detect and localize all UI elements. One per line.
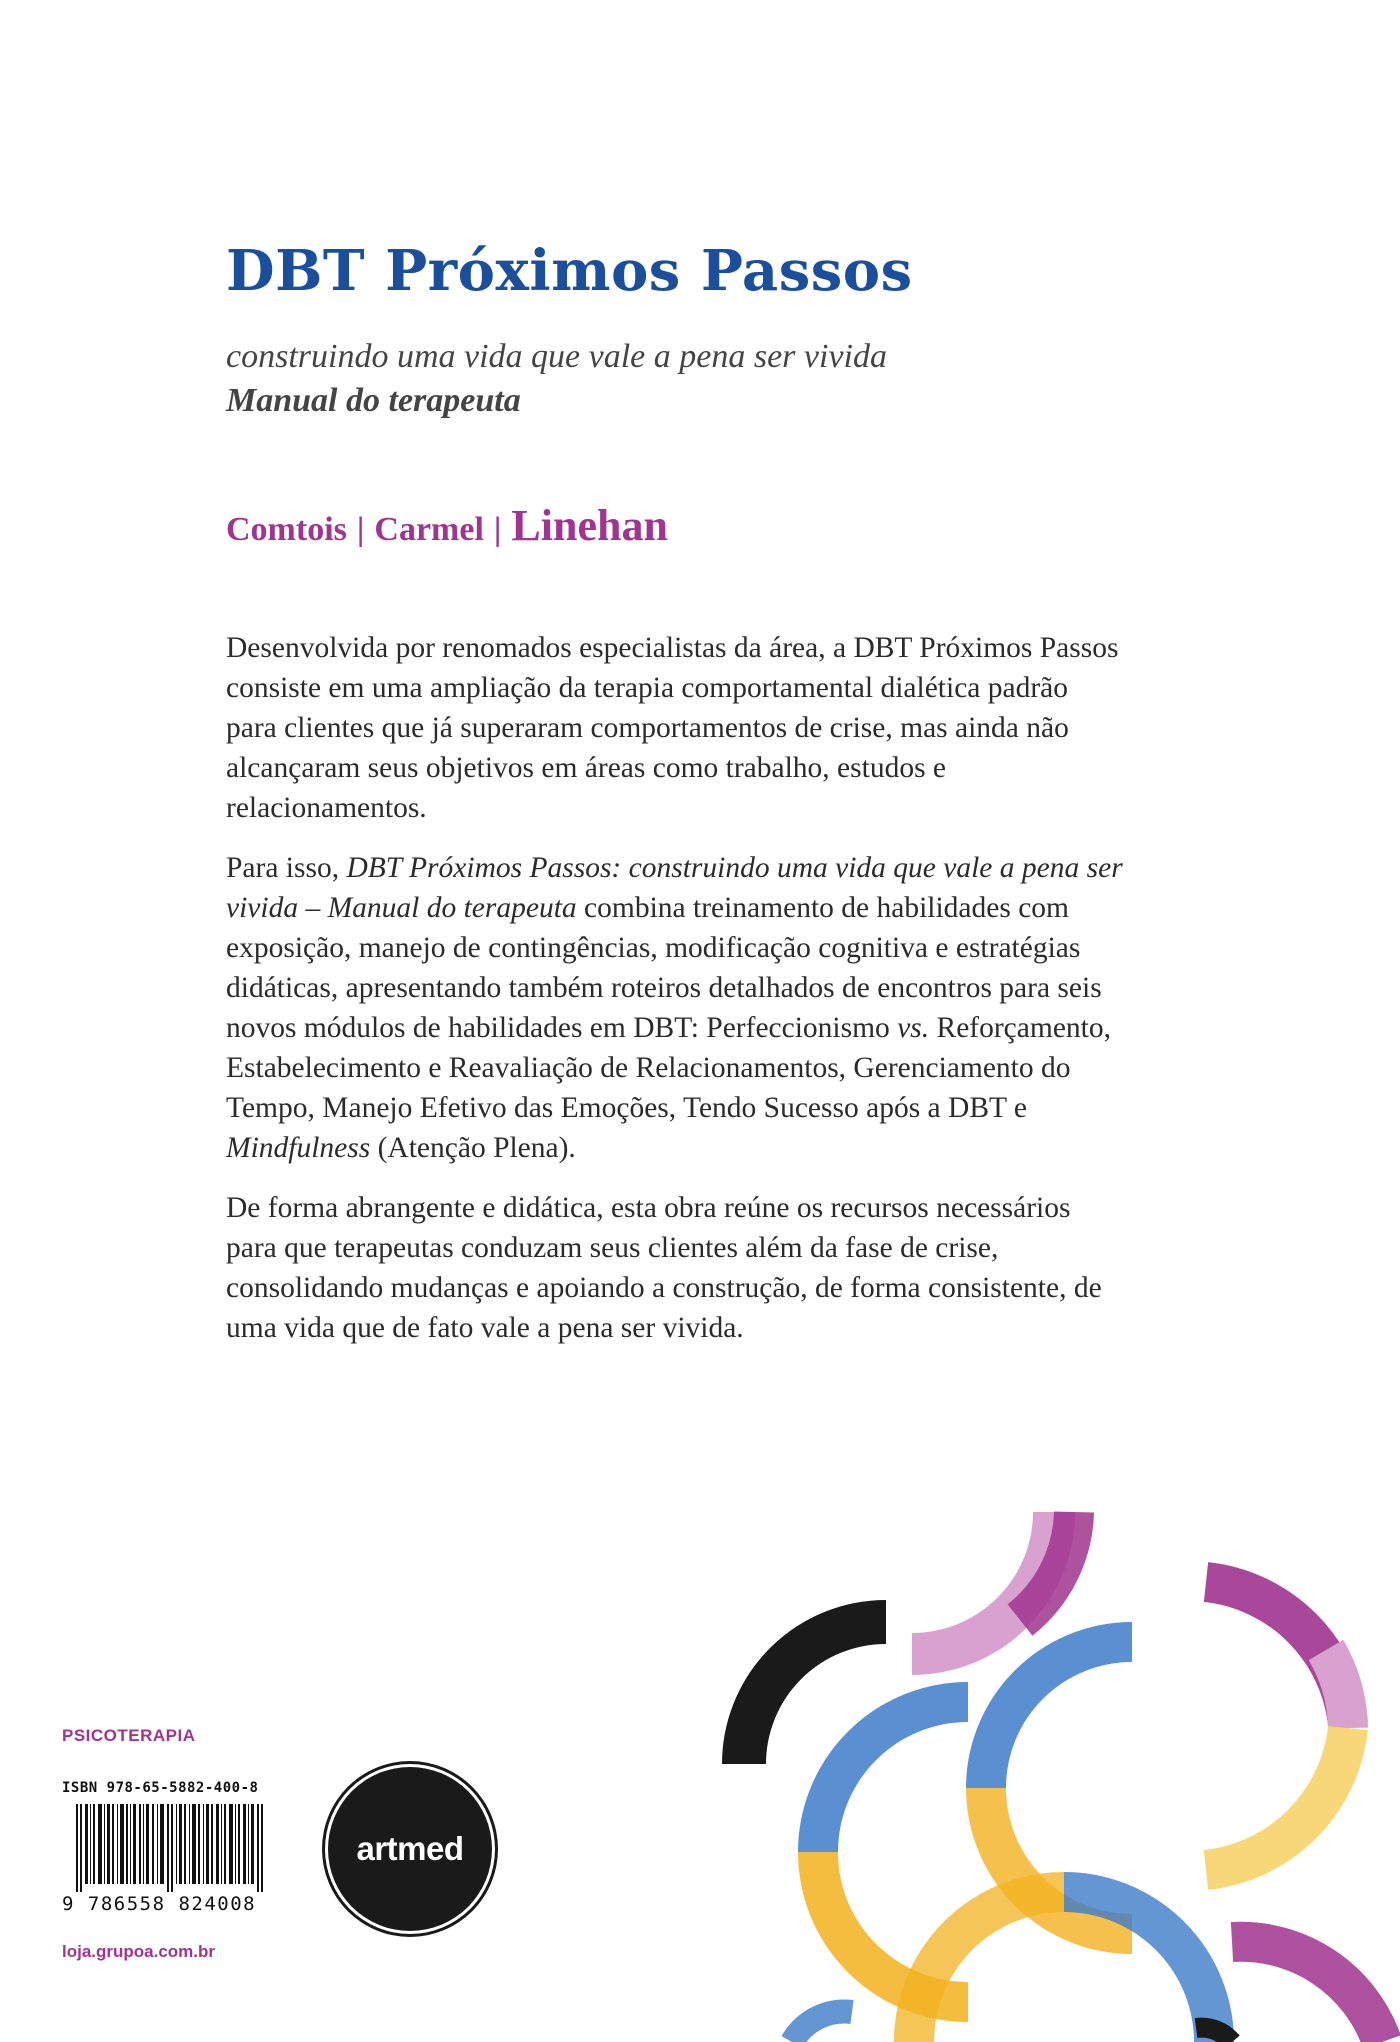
p2-middle: combina treinamento de habilidades com exposição, manejo de contingências, modificação cognitiva e estratégias didáticas, apresentando também roteiros detalhados de encontros para seis novos módulos de habilidades em DBT: Perfeccionismo	[226, 892, 1102, 1044]
barcode-digits: 9 786558 824008	[62, 1893, 257, 1915]
p2-end: (Atenção Plena).	[370, 1132, 576, 1164]
p2-after-vs: Reforçamento, Estabelecimento e Reavaliação de Relacionamentos, Gerenciamento do Tempo, Manejo Efetivo das Emoções, Tendo Sucesso após a DBT e	[226, 1012, 1111, 1124]
arc-blue-center	[986, 1642, 1132, 1788]
arc-blue-left	[818, 1702, 968, 1852]
barcode-icon	[62, 1804, 280, 1892]
arc-purple-right-light	[1326, 1650, 1348, 1728]
p2-vs: vs.	[897, 1012, 930, 1044]
author-linehan: Linehan	[511, 501, 668, 550]
publisher-logo	[328, 1767, 492, 1931]
store-url-link[interactable]: loja.grupoa.com.br	[62, 1942, 216, 1961]
author-carmel: Carmel	[374, 511, 484, 548]
p2-mindfulness: Mindfulness	[226, 1132, 371, 1164]
book-edition-label: Manual do terapeuta	[226, 382, 521, 419]
author-separator: |	[356, 511, 365, 548]
arc-purple-bottom	[1232, 1942, 1382, 2042]
author-separator: |	[493, 511, 502, 548]
category-label: PSICOTERAPIA	[62, 1726, 196, 1745]
p2-book-title: DBT Próximos Passos: construindo uma vida que vale a pena ser vivida – Manual do terapeuta	[226, 852, 1123, 924]
isbn-barcode-block	[62, 1780, 280, 1920]
arc-yellow-right	[1206, 1728, 1348, 1870]
book-subtitle: construindo uma vida que vale a pena ser vivida	[226, 338, 887, 375]
description-paragraph-1: Desenvolvida por renomados especialistas da área, a DBT Próximos Passos consiste em uma ampliação da terapia comportamental dialética padrão para clientes que já superaram comportamentos de crise, mas ainda não alcançaram seus objetivos em áreas como trabalho, estudos e relacionamentos.	[226, 632, 1119, 824]
p2-intro: Para isso,	[226, 852, 347, 884]
publisher-logo-text: artmed	[356, 1830, 464, 1867]
isbn-label: ISBN 978-65-5882-400-8	[62, 1780, 259, 1796]
book-title: DBT Próximos Passos	[226, 238, 913, 304]
author-comtois: Comtois	[226, 511, 347, 548]
arc-blue-edge	[792, 2011, 852, 2042]
description-paragraph-3: De forma abrangente e didática, esta obra reúne os recursos necessários para que terapeutas conduzam seus clientes além da fase de crise, consolidando mudanças e apoiando a construção, de forma consistente, de uma vida que de fato vale a pena ser vivida.	[226, 1192, 1102, 1344]
